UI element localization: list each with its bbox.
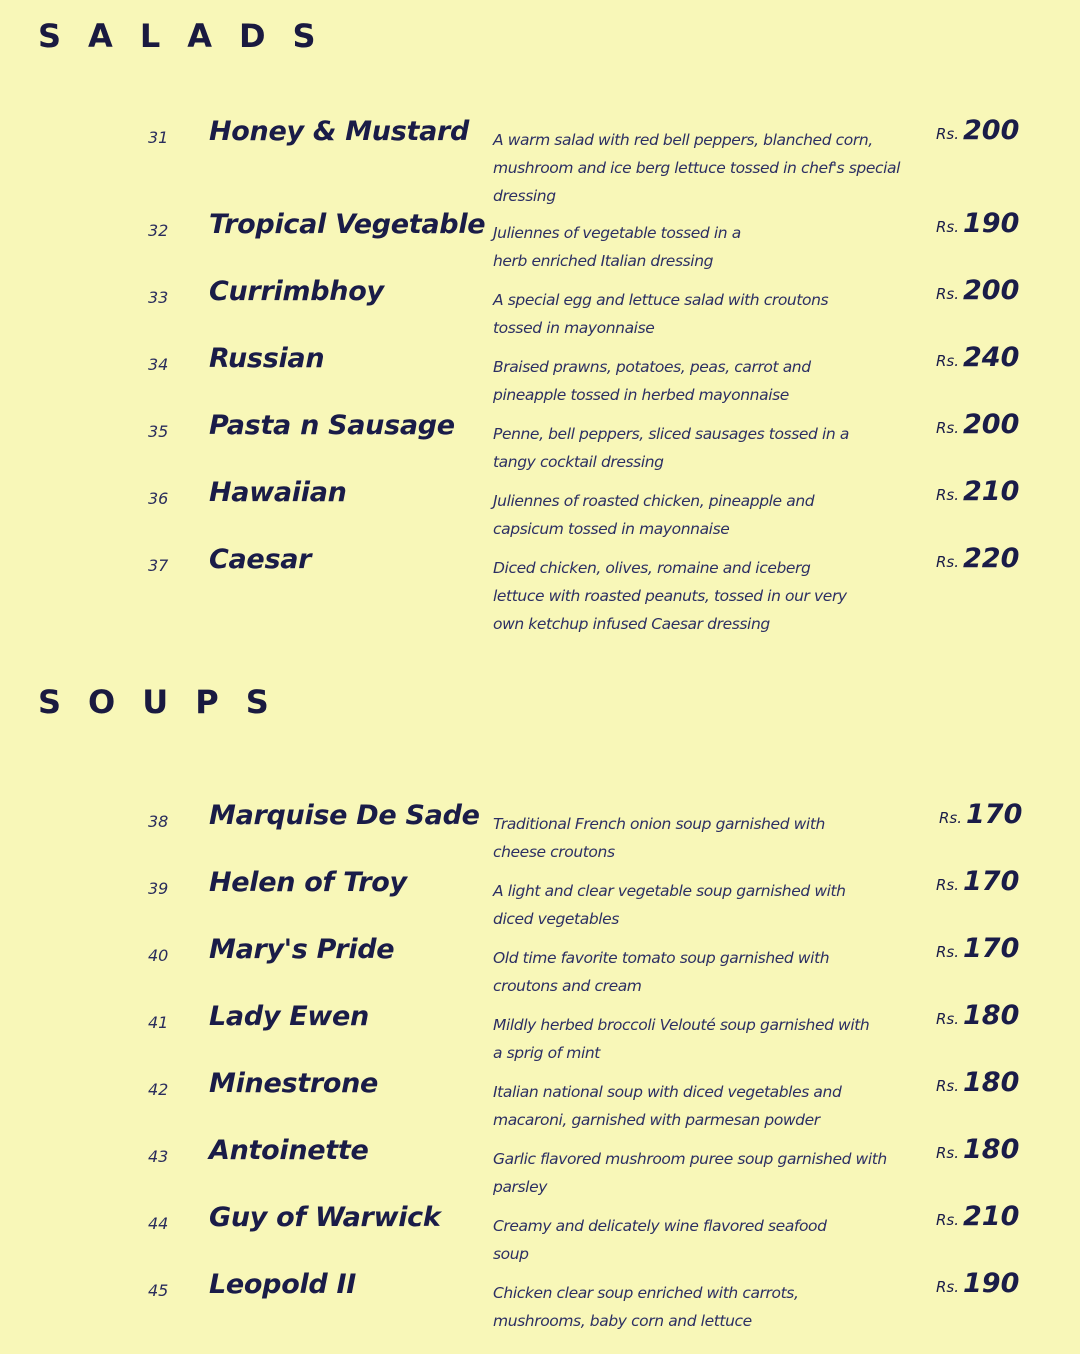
price-amount: 210 [963,1201,1020,1232]
item-name: Tropical Vegetable [209,209,486,240]
item-price [936,476,1019,507]
item-name: Leopold II [209,1269,357,1300]
item-name: Lady Ewen [209,1001,369,1032]
item-price [936,208,1019,239]
item-description: A light and clear vegetable soup garnished with diced vegetables [493,882,846,928]
soups-heading: SOUPS [38,683,296,721]
salads-heading: SALADS [38,17,343,55]
price-amount: 180 [963,1134,1020,1165]
item-price [936,275,1019,306]
item-description: Penne, bell peppers, sliced sausages tossed in a tangy cocktail dressing [493,425,849,471]
price-amount: 170 [963,866,1020,897]
item-number: 41 [148,1013,169,1032]
item-description: Garlic flavored mushroom puree soup garnished with parsley [493,1150,887,1196]
currency-label: Rs. [936,125,960,143]
price-amount: 170 [966,799,1023,830]
item-number: 33 [148,288,169,307]
item-name: Caesar [209,544,312,575]
item-price [936,1201,1019,1232]
item-name: Guy of Warwick [209,1202,441,1233]
item-description: Chicken clear soup enriched with carrots, mushrooms, baby corn and lettuce [493,1284,799,1330]
item-name: Hawaiian [209,477,347,508]
price-amount: 180 [963,1000,1020,1031]
currency-label: Rs. [936,1010,960,1028]
price-amount: 220 [963,543,1020,574]
price-amount: 200 [963,115,1020,146]
currency-label: Rs. [936,876,960,894]
currency-label: Rs. [936,218,960,236]
item-number: 42 [148,1080,169,1099]
item-name: Helen of Troy [209,867,407,898]
item-description: Juliennes of vegetable tossed in a herb enriched Italian dressing [493,224,741,270]
item-price [936,933,1019,964]
price-amount: 190 [963,208,1020,239]
price-amount: 190 [963,1268,1020,1299]
item-number: 39 [148,879,169,898]
item-number: 43 [148,1147,169,1166]
item-description: Creamy and delicately wine flavored seafood soup [493,1217,827,1263]
item-description: Italian national soup with diced vegetables and macaroni, garnished with parmesan powder [493,1083,842,1129]
item-price [936,342,1019,373]
item-number: 34 [148,355,169,374]
item-number: 36 [148,489,169,508]
currency-label: Rs. [936,1211,960,1229]
currency-label: Rs. [936,486,960,504]
item-description: Mildly herbed broccoli Velouté soup garnished with a sprig of mint [493,1016,870,1062]
currency-label: Rs. [939,809,963,827]
item-number: 44 [148,1214,169,1233]
item-number: 45 [148,1281,169,1300]
item-number: 37 [148,556,169,575]
item-price [936,866,1019,897]
price-amount: 210 [963,476,1020,507]
item-description: A special egg and lettuce salad with croutons tossed in mayonnaise [493,291,829,337]
item-price [936,115,1019,146]
item-description: Traditional French onion soup garnished with cheese croutons [493,815,825,861]
item-price [939,799,1022,830]
currency-label: Rs. [936,553,960,571]
item-description: Old time favorite tomato soup garnished with croutons and cream [493,949,830,995]
item-description: Diced chicken, olives, romaine and iceberg lettuce with roasted peanuts, tossed in our very own ketchup infused Caesar dressing [493,559,847,633]
item-number: 35 [148,422,169,441]
price-amount: 200 [963,275,1020,306]
item-number: 40 [148,946,169,965]
price-amount: 240 [963,342,1020,373]
item-price [936,543,1019,574]
currency-label: Rs. [936,1278,960,1296]
price-amount: 200 [963,409,1020,440]
currency-label: Rs. [936,1144,960,1162]
item-description: Juliennes of roasted chicken, pineapple and capsicum tossed in mayonnaise [493,492,815,538]
price-amount: 170 [963,933,1020,964]
item-name: Antoinette [209,1135,369,1166]
item-name: Pasta n Sausage [209,410,455,441]
item-number: 38 [148,812,169,831]
item-name: Currimbhoy [209,276,384,307]
item-price [936,1000,1019,1031]
currency-label: Rs. [936,285,960,303]
item-description: A warm salad with red bell peppers, blanched corn, mushroom and ice berg lettuce tossed in chef's special dressing [493,131,901,205]
item-name: Honey & Mustard [209,116,470,147]
item-price [936,1067,1019,1098]
item-price [936,409,1019,440]
currency-label: Rs. [936,943,960,961]
item-price [936,1268,1019,1299]
price-amount: 180 [963,1067,1020,1098]
item-number: 32 [148,221,169,240]
currency-label: Rs. [936,352,960,370]
item-name: Mary's Pride [209,934,395,965]
item-name: Minestrone [209,1068,379,1099]
currency-label: Rs. [936,1077,960,1095]
item-name: Russian [209,343,325,374]
item-price [936,1134,1019,1165]
item-name: Marquise De Sade [209,800,480,831]
item-description: Braised prawns, potatoes, peas, carrot and pineapple tossed in herbed mayonnaise [493,358,811,404]
currency-label: Rs. [936,419,960,437]
item-number: 31 [148,128,169,147]
